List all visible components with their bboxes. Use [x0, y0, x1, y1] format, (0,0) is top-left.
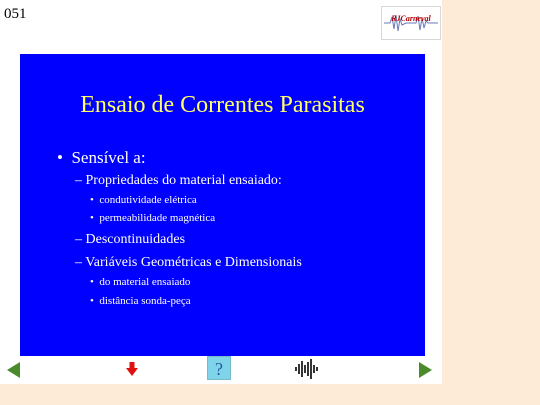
waveform-icon[interactable] [294, 359, 320, 379]
bullet-text: Sensível a: [71, 148, 146, 167]
slide-content [20, 54, 425, 356]
bullet-text: Variáveis Geométricas e Dimensionais [85, 255, 302, 270]
rjcarneval-logo [381, 6, 441, 40]
bullet-item [75, 173, 282, 189]
bullet-text: Propriedades do material ensaiado: [85, 173, 282, 188]
previous-arrow-icon[interactable] [7, 362, 20, 378]
slide-title: Ensaio de Correntes Parasitas [80, 92, 365, 118]
bullet-marker: – [75, 255, 82, 270]
bullet-text: permeabilidade magnética [99, 212, 216, 224]
bullet-item [90, 194, 197, 206]
down-arrow-icon[interactable] [126, 362, 138, 376]
bullet-item [90, 295, 191, 307]
bullet-marker: • [90, 295, 94, 307]
bullet-text: do material ensaiado [99, 276, 191, 288]
bullet-text: condutividade elétrica [99, 194, 197, 206]
bullet-marker: – [75, 173, 82, 188]
bullet-marker: • [57, 148, 63, 167]
logo-wave-icon [382, 7, 440, 39]
slide-number: 051 [4, 6, 27, 22]
bullet-text: distância sonda-peça [99, 295, 191, 307]
bullet-marker: – [75, 232, 82, 247]
bullet-marker: • [90, 194, 94, 206]
next-arrow-icon[interactable] [419, 362, 432, 378]
bullet-marker: • [90, 212, 94, 224]
help-icon[interactable]: ? [207, 356, 231, 380]
bullet-text: Descontinuidades [85, 232, 186, 247]
logo-text: RJCarneval [391, 14, 431, 23]
bullet-item [75, 255, 302, 271]
bullet-item [90, 276, 190, 288]
bullet-marker: • [90, 276, 94, 288]
bullet-item [90, 212, 215, 224]
bullet-item [57, 148, 146, 168]
bullet-item [75, 232, 185, 248]
